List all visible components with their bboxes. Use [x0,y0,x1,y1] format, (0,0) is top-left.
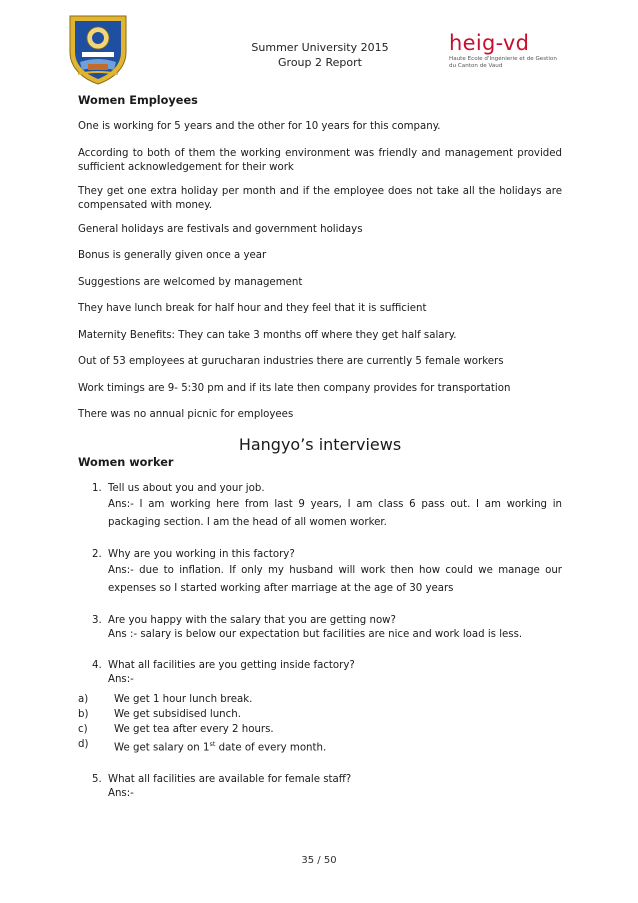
facility-item [78,707,562,722]
paragraph: According to both of them the working environment was friendly and management provided sufficient acknowledgement for their work [78,147,562,173]
facility-letter: d) [78,739,89,750]
facility-superscript: st [209,740,216,748]
question-number: 3. [92,615,102,626]
answer-text: Ans:- due to inflation. If only my husband will work then how could we manage our expenses so I started working after marriage at the age of 30 years [108,565,562,594]
paragraph: Work timings are 9- 5:30 pm and if its late then company provides for transportation [78,382,511,394]
page-number: 35 / 50 [301,855,337,866]
header-group-title: Group 2 Report [278,56,362,69]
facility-item [78,722,562,737]
facility-item [78,692,562,707]
facilities-list [78,692,562,755]
question-number: 1. [92,483,102,494]
interview-question [78,482,562,531]
answer-text: Ans :- salary is below our expectation but facilities are nice and work load is less. [108,629,523,640]
interview-question-list [78,482,562,687]
interview-question [78,548,562,597]
paragraph: General holidays are festivals and government holidays [78,223,363,235]
question-text: Are you happy with the salary that you are getting now? [108,615,396,626]
interview-question [78,659,562,687]
university-crest-logo [66,12,130,86]
header-event-title: Summer University 2015 [251,41,389,54]
facility-text: We get subsidised lunch. [114,709,241,720]
paragraph: They have lunch break for half hour and they feel that it is sufficient [78,303,427,314]
heig-vd-logo [449,32,589,80]
facility-text-after: date of every month. [215,742,327,754]
answer-text: Ans:- [108,788,134,800]
interview-question [78,773,562,801]
facility-item [78,737,562,755]
facility-text: We get 1 hour lunch break. [114,694,253,705]
question-number: 4. [92,660,102,671]
question-number: 5. [92,774,102,786]
heig-vd-subtitle-2: du Canton de Vaud [449,63,503,69]
paragraph: Suggestions are welcomed by management [78,276,303,288]
question-text: What all facilities are you getting inside factory? [108,660,355,671]
heig-vd-subtitle-1: Haute Ecole d'Ingénierie et de Gestion [449,56,557,62]
facility-letter: a) [78,694,89,705]
subtitle-women-worker: Women worker [78,456,174,469]
section-title-women-employees: Women Employees [78,94,198,107]
facility-letter: b) [78,709,89,720]
paragraph: There was no annual picnic for employees [78,409,294,420]
interview-question-list-continued [78,773,562,801]
interview-question [78,614,562,642]
report-header [200,40,440,70]
heig-vd-wordmark: heig-vd [449,31,530,55]
facility-text: We get tea after every 2 hours. [114,724,274,735]
paragraph: Out of 53 employees at gurucharan industries there are currently 5 female workers [78,356,504,367]
answer-text: Ans:- I am working here from last 9 years, I am class 6 pass out. I am working in packaging section. I am the head of all women worker. [108,499,562,528]
question-text: Tell us about you and your job. [108,483,265,494]
paragraph: Maternity Benefits: They can take 3 months off where they get half salary. [78,329,457,341]
question-text: What all facilities are available for female staff? [108,774,352,786]
facility-text-before: We get salary on 1 [114,742,210,754]
facility-letter: c) [78,724,88,735]
answer-text: Ans:- [108,674,134,685]
heading-interviews: Hangyo’s interviews [238,435,402,454]
paragraph: One is working for 5 years and the other for 10 years for this company. [78,121,441,132]
question-text: Why are you working in this factory? [108,549,295,560]
question-number: 2. [92,549,102,560]
paragraph: Bonus is generally given once a year [78,250,267,261]
document-body [78,94,562,818]
paragraph: They get one extra holiday per month and if the employee does not take all the holidays are compensated with money. [78,185,562,211]
